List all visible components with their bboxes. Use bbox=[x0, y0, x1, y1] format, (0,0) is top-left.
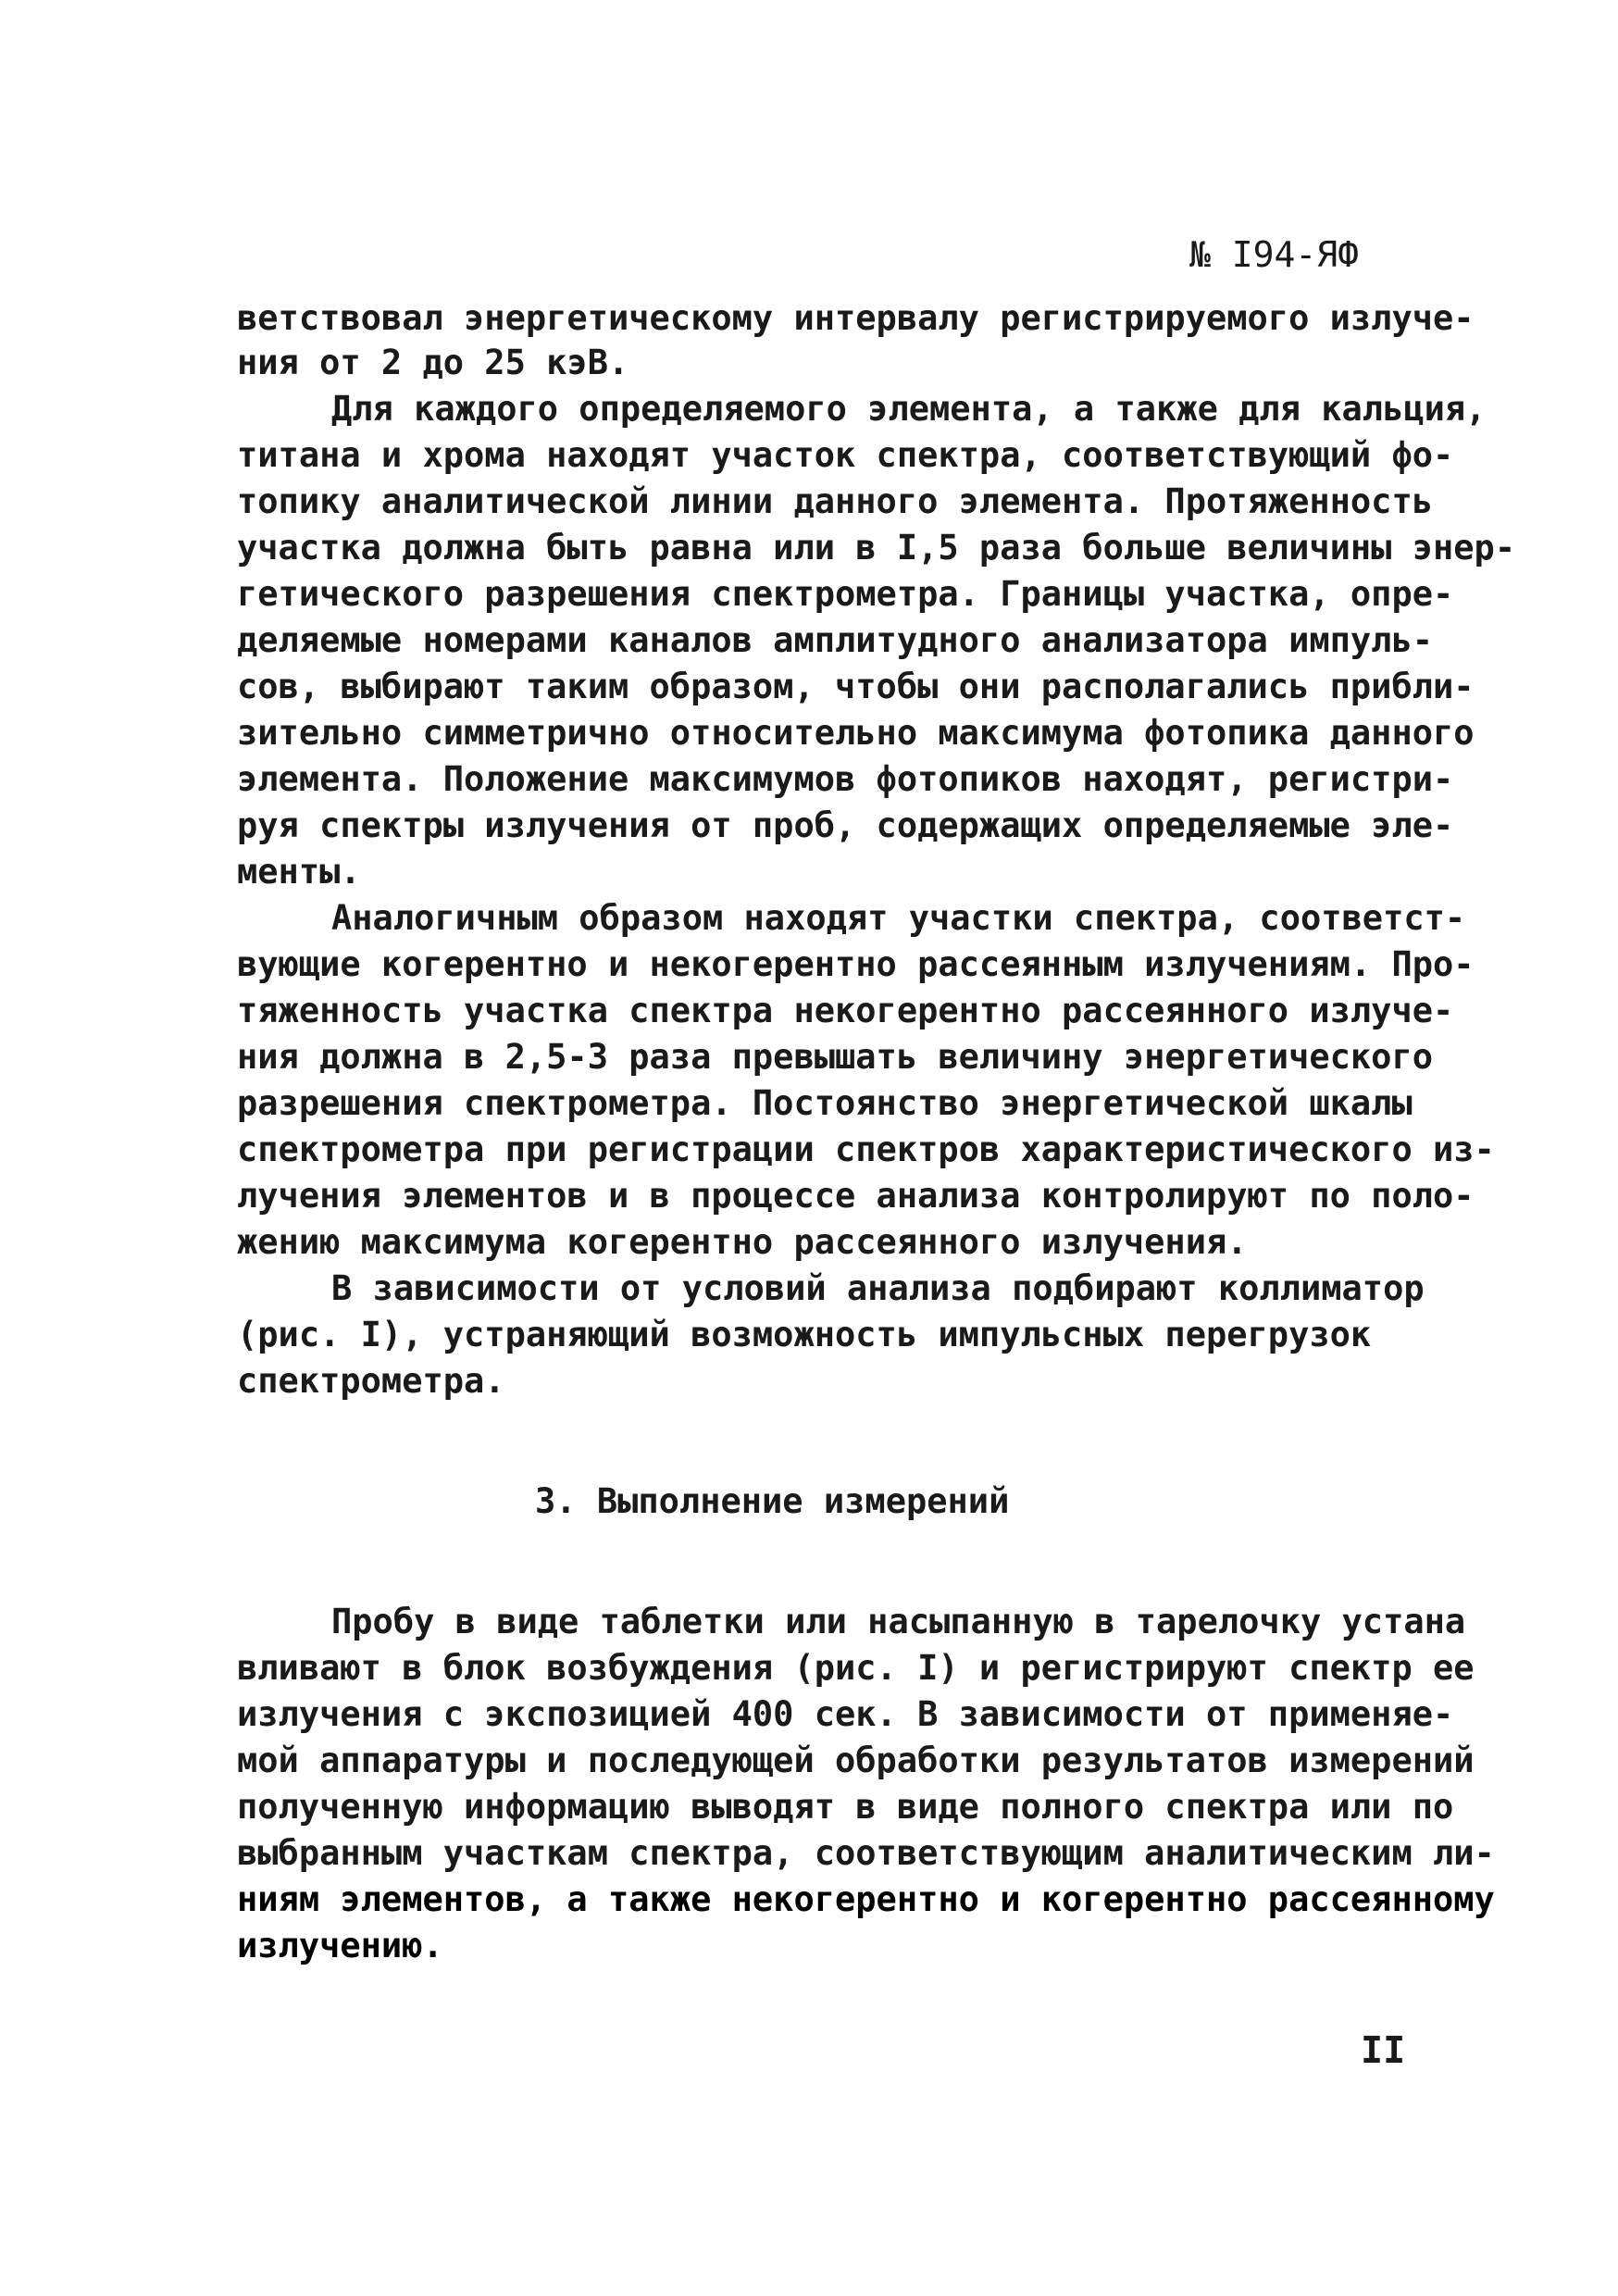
text-line: Пробу в виде таблетки или насыпанную в тарелочку устана bbox=[331, 1602, 1466, 1641]
text-line: менты. bbox=[237, 852, 361, 892]
text-line: титана и хрома находят участок спектра, соответствующий фо- bbox=[237, 435, 1454, 475]
text-line: (рис. I), устраняющий возможность импульсных перегрузок bbox=[237, 1315, 1372, 1354]
text-line: деляемые номерами каналов амплитудного анализатора импуль- bbox=[237, 620, 1434, 660]
text-line: мой аппаратуры и последующей обработки результатов измерений bbox=[237, 1741, 1475, 1780]
text-line: участка должна быть равна или в I,5 раза больше величины энер- bbox=[237, 528, 1516, 568]
text-line: зительно симметрично относительно максимума фотопика данного bbox=[237, 713, 1475, 753]
section-heading: 3. Выполнение измерений bbox=[535, 1481, 1010, 1521]
text-line: ветствовал энергетическому интервалу регистрируемого излуче- bbox=[237, 298, 1475, 338]
page-number: II bbox=[1361, 2029, 1406, 2072]
text-line: лучения элементов и в процессе анализа контролируют по поло- bbox=[237, 1176, 1475, 1216]
text-line: сов, выбирают таким образом, чтобы они располагались прибли- bbox=[237, 667, 1475, 706]
text-line: излучения с экспозицией 400 сек. В зависимости от применяе- bbox=[237, 1694, 1454, 1734]
text-line: излучению. bbox=[237, 1926, 443, 1965]
text-line: ния от 2 до 25 кэВ. bbox=[237, 343, 629, 382]
text-line: Аналогичным образом находят участки спектра, соответст- bbox=[331, 898, 1466, 938]
text-line: топику аналитической линии данного элемента. Протяженность bbox=[237, 481, 1434, 521]
text-line: спектрометра. bbox=[237, 1361, 505, 1401]
text-line: жению максимума когерентно рассеянного излучения. bbox=[237, 1222, 1248, 1262]
text-line: разрешения спектрометра. Постоянство энергетической шкалы bbox=[237, 1083, 1413, 1123]
text-line: В зависимости от условий анализа подбирают коллиматор bbox=[331, 1268, 1425, 1308]
document-number: № I94-ЯФ bbox=[1189, 234, 1360, 275]
text-line: полученную информацию выводят в виде полного спектра или по bbox=[237, 1787, 1454, 1827]
text-line: ниям элементов, а также некогерентно и когерентно рассеянному bbox=[237, 1879, 1495, 1919]
text-line: вующие когерентно и некогерентно рассеянным излучениям. Про- bbox=[237, 944, 1475, 984]
text-line: элемента. Положение максимумов фотопиков находят, регистри- bbox=[237, 759, 1454, 799]
text-line: спектрометра при регистрации спектров характеристического из- bbox=[237, 1129, 1495, 1169]
text-line: тяженность участка спектра некогерентно рассеянного излуче- bbox=[237, 991, 1454, 1030]
text-line: вливают в блок возбуждения (рис. I) и регистрируют спектр ее bbox=[237, 1648, 1475, 1688]
text-line: руя спектры излучения от проб, содержащих определяемые эле- bbox=[237, 805, 1454, 845]
text-line: Для каждого определяемого элемента, а также для кальция, bbox=[331, 389, 1487, 429]
text-line: ния должна в 2,5-3 раза превышать величину энергетического bbox=[237, 1037, 1434, 1077]
text-line: гетического разрешения спектрометра. Границы участка, опре- bbox=[237, 574, 1454, 614]
text-line: выбранным участкам спектра, соответствующим аналитическим ли- bbox=[237, 1833, 1495, 1873]
